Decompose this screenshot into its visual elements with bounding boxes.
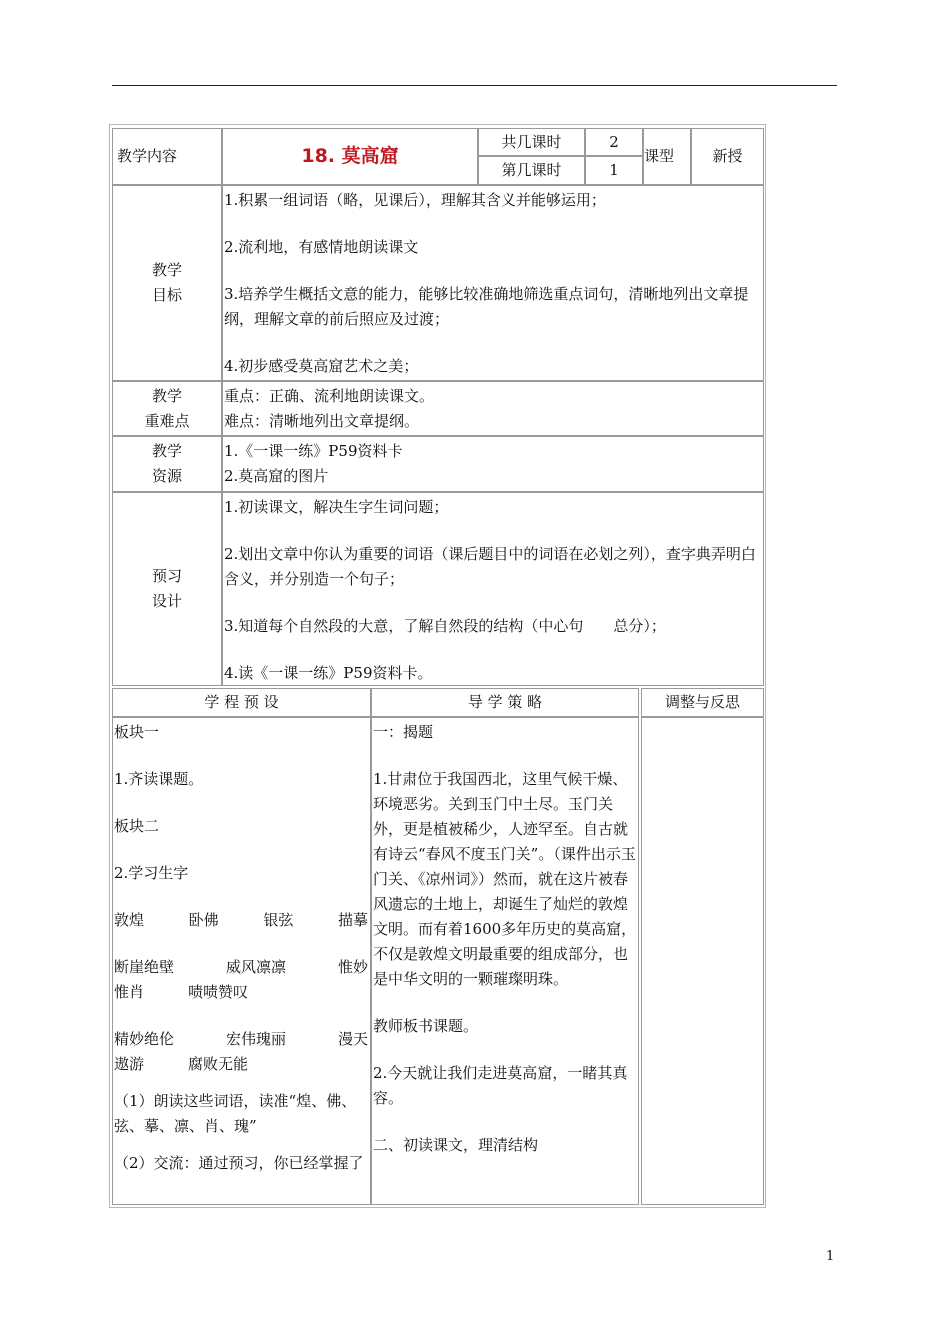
vocab-row-3-cont xyxy=(114,1052,370,1077)
total-hours-value: 2 xyxy=(609,132,619,151)
vocab-word: 银弦 xyxy=(263,911,294,929)
type-value: 新授 xyxy=(712,147,743,165)
process-step-1: 1.齐读课题。 xyxy=(114,770,204,788)
current-hour-value-cell xyxy=(585,156,643,185)
type-label-cell xyxy=(643,128,691,185)
strategy-content-cell xyxy=(371,717,639,1205)
process-header: 学 程 预 设 xyxy=(204,693,279,711)
objectives-label-line2: 目标 xyxy=(151,286,182,304)
process-note-2: （2）交流：通过预习，你已经掌握了 xyxy=(114,1154,364,1172)
preview-item: 1.初读课文，解决生字生词问题； xyxy=(224,498,449,516)
vocab-word: 啧啧赞叹 xyxy=(188,983,249,1001)
header-rule xyxy=(112,85,837,86)
objective-item: 3.培养学生概括文意的能力，能够比较准确地筛选重点词句，清晰地列出文章提纲，理解文章的前后照应及过渡； xyxy=(224,285,749,328)
block-1-title: 板块一 xyxy=(114,723,160,741)
preview-item: 4.读《一课一练》P59资料卡。 xyxy=(224,664,433,682)
block-2-title: 板块二 xyxy=(114,817,160,835)
resource-item: 1.《一课一练》P59资料卡 xyxy=(224,442,403,460)
preview-item: 2.划出文章中你认为重要的词语（课后题目中的词语在必划之列），查字典弄明白含义，并分别造一个句子； xyxy=(224,545,756,588)
resources-label-line2: 资源 xyxy=(151,467,182,485)
vocab-word: 宏伟瑰丽 xyxy=(225,1030,286,1048)
vocab-word: 威风凛凛 xyxy=(225,958,286,976)
vocab-row-1 xyxy=(114,908,370,933)
type-label: 课型 xyxy=(644,147,675,165)
current-hour-value: 1 xyxy=(609,161,619,179)
page-number: 1 xyxy=(826,1249,835,1264)
resources-label-cell xyxy=(112,436,222,492)
strategy-header-cell xyxy=(371,688,639,717)
strategy-paragraph: 2.今天就让我们走进莫高窟，一睹其真容。 xyxy=(373,1064,628,1107)
objective-item: 1.积累一组词语（略，见课后），理解其含义并能够运用； xyxy=(224,191,606,209)
vocab-word: 遨游 xyxy=(114,1055,145,1073)
keypoint-difficulty: 难点：清晰地列出文章提纲。 xyxy=(224,412,420,430)
vocab-row-2-cont xyxy=(114,980,370,1005)
total-hours-label-cell xyxy=(478,128,585,156)
objectives-content-cell xyxy=(222,185,764,381)
strategy-section-2: 二、初读课文，理清结构 xyxy=(373,1136,539,1154)
vocab-word: 敦煌 xyxy=(114,911,145,929)
subject-label-cell xyxy=(112,128,222,185)
vocab-word: 腐败无能 xyxy=(188,1055,249,1073)
preview-item: 3.知道每个自然段的大意，了解自然段的结构（中心句 总分）； xyxy=(224,617,666,635)
lesson-title: 18. 莫高窟 xyxy=(301,145,399,167)
preview-content-cell xyxy=(222,492,764,686)
objectives-label-cell xyxy=(112,185,222,381)
vocab-word: 精妙绝伦 xyxy=(114,1030,175,1048)
resources-content-cell xyxy=(222,436,764,492)
resource-item: 2.莫高窟的图片 xyxy=(224,467,329,485)
vocab-word: 惟妙 xyxy=(337,958,368,976)
keypoints-label-cell xyxy=(112,381,222,436)
objectives-label-line1: 教学 xyxy=(151,261,182,279)
preview-label-line2: 设计 xyxy=(151,592,182,610)
type-value-cell xyxy=(691,128,764,185)
objective-item: 4.初步感受莫高窟艺术之美； xyxy=(224,357,419,375)
strategy-header: 导 学 策 略 xyxy=(467,693,543,711)
total-hours-value-cell xyxy=(585,128,643,156)
preview-label-cell xyxy=(112,492,222,686)
process-step-2: 2.学习生字 xyxy=(114,864,189,882)
reflection-header: 调整与反思 xyxy=(664,693,740,711)
vocab-word: 漫天 xyxy=(337,1030,368,1048)
vocab-word: 惟肖 xyxy=(114,983,145,1001)
resources-label-line1: 教学 xyxy=(151,442,182,460)
objective-item: 2.流利地，有感情地朗读课文 xyxy=(224,238,419,256)
vocab-word: 断崖绝壁 xyxy=(114,958,175,976)
reflection-content-cell xyxy=(641,717,764,1205)
strategy-paragraph: 1.甘肃位于我国西北，这里气候干燥、环境恶劣。关到玉门中土尽。玉门关外，更是植被稀少，人迹罕至。自古就有诗云“春风不度玉门关”。（课件出示玉门关、《凉州词》）然而，就在这片被春风遗忘的土地上，却诞生了灿烂的敦煌文明。而有着1600多年历史的莫高窟，不仅是敦煌文明最重要的组成部分，也是中华文明的一颗璀璨明珠。 xyxy=(373,770,637,988)
vocab-word: 卧佛 xyxy=(188,911,219,929)
strategy-section-1: 一：揭题 xyxy=(373,723,434,741)
process-content-cell xyxy=(112,717,371,1205)
current-hour-label-cell xyxy=(478,156,585,185)
keypoints-label-line1: 教学 xyxy=(151,386,182,405)
subject-label: 教学内容 xyxy=(117,147,178,165)
keypoints-label-line2: 重难点 xyxy=(144,411,190,430)
vocab-row-2 xyxy=(114,955,370,980)
process-note-1: （1）朗读这些词语，读准“煌、佛、弦、摹、凛、肖、瑰” xyxy=(114,1092,357,1135)
reflection-header-cell xyxy=(641,688,764,717)
process-header-cell xyxy=(112,688,371,717)
preview-label-line1: 预习 xyxy=(151,567,182,585)
current-hour-label: 第几课时 xyxy=(501,161,562,179)
total-hours-label: 共几课时 xyxy=(501,132,562,151)
title-cell xyxy=(222,128,478,185)
keypoint-focus: 重点：正确、流利地朗读课文。 xyxy=(224,387,435,405)
keypoints-content-cell xyxy=(222,381,764,436)
vocab-word: 描摹 xyxy=(337,911,368,929)
lesson-plan-table xyxy=(109,124,766,1208)
strategy-paragraph: 教师板书课题。 xyxy=(373,1017,479,1035)
vocab-row-3 xyxy=(114,1027,370,1052)
